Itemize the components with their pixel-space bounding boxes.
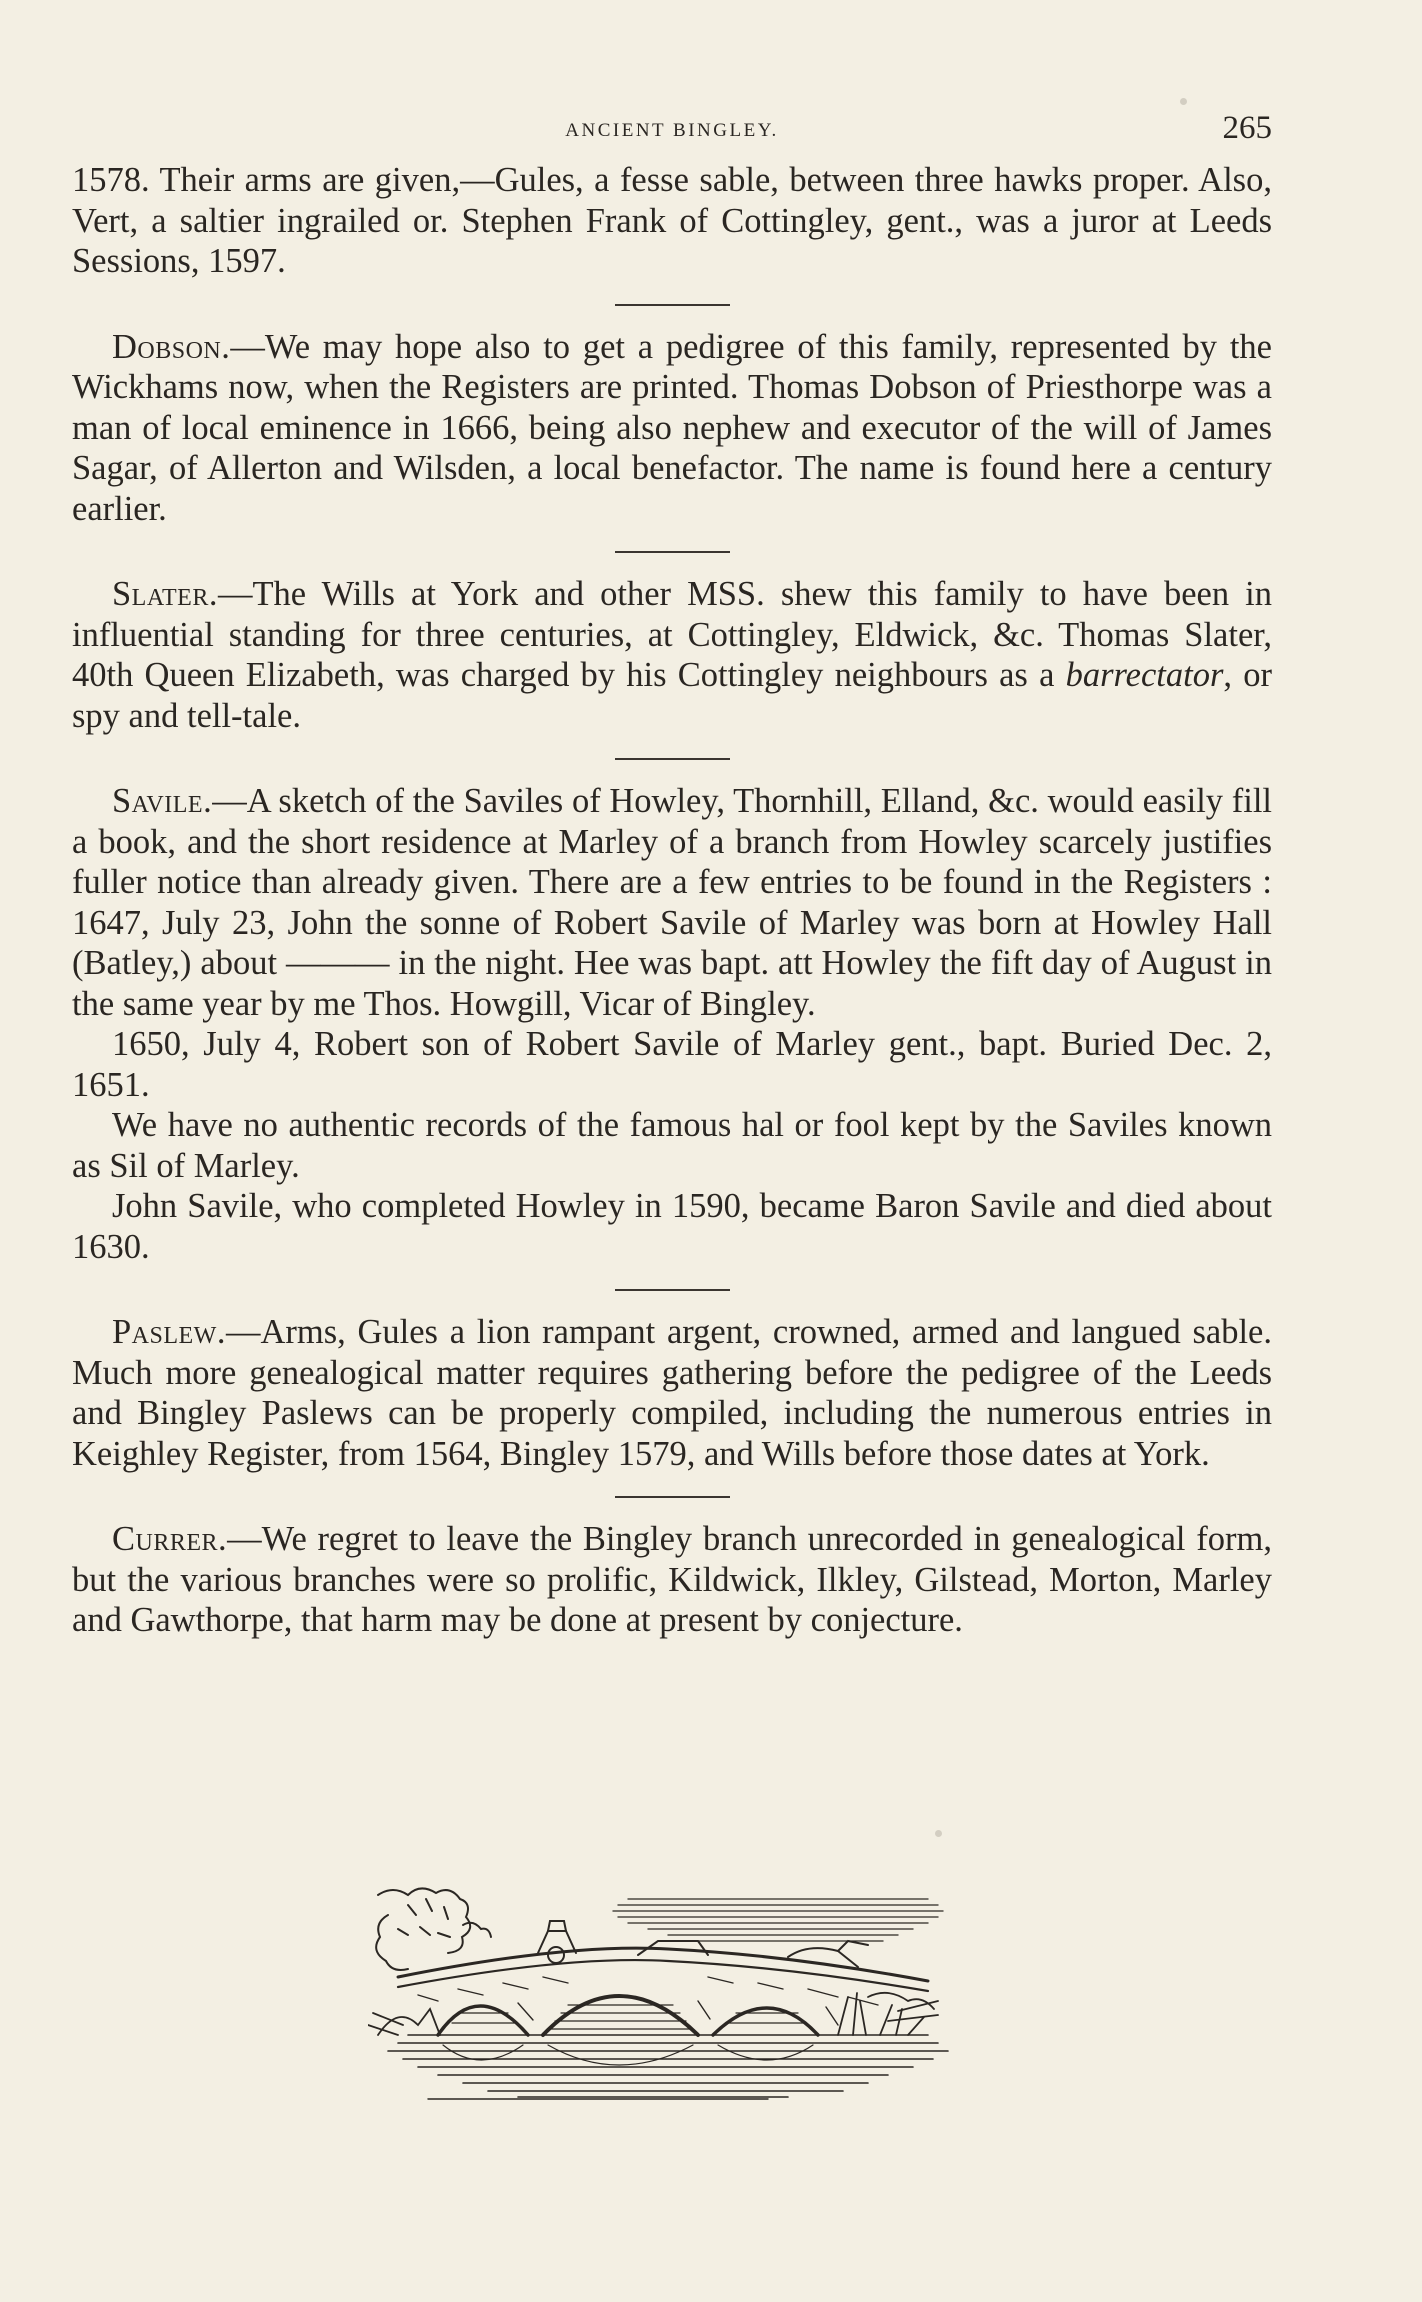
section-divider [615, 758, 730, 760]
dobson-text: —We may hope also to get a pedigree of this family, represented by the Wickhams now, when the Registers are printed. Thomas Dobson of Priesthorpe was a man of local eminence in 1666, being also nephew and executor of the will of James Sagar, of Allerton and Wilsden, a local benefactor. The name is found here a century earlier. [72, 327, 1272, 528]
section-name-savile: Savile. [112, 782, 213, 820]
section-name-slater: Slater. [112, 575, 218, 613]
section-divider [615, 551, 730, 553]
savile-paragraph [72, 781, 1272, 1024]
slater-italic-term: barrectator [1065, 656, 1224, 694]
section-name-dobson: Dobson. [112, 327, 231, 366]
section-name-paslew: Paslew. [112, 1313, 226, 1351]
bridge-engraving-vignette [368, 1885, 968, 2100]
intro-paragraph: 1578. Their arms are given,—Gules, a fesse sable, between three hawks proper. Also, Vert, a saltier ingrailed or. Stephen Frank of Cottingley, gent., was a juror at Leeds Sessions, 1597. [72, 161, 1272, 280]
savile-text-end: in the night. Hee was bapt. att Howley the fift day of August in the same year by me Thos. Howgill, Vicar of Bingley. [72, 944, 1272, 1023]
section-divider [615, 304, 730, 306]
savile-text: —A sketch of the Saviles of Howley, Thornhill, Elland, &c. would easily fill a book, and the short residence at Marley of a branch from Howley scarcely justifies fuller notice than already given. There are a few entries to be found in the Registers : 1647, July 23, John the sonne of Robert Savile of Marley was born at Howley Hall (Batley,) about [72, 782, 1272, 982]
slater-text: —The Wills at York and other MSS. shew this family to have been in influential standing for three centuries, at Cottingley, Eldwick, &c. Thomas Slater, 40th Queen Elizabeth, was charged by his Cottingley neighbours as a [72, 575, 1272, 694]
section-divider [615, 1496, 730, 1498]
slater-paragraph [72, 574, 1272, 736]
dobson-paragraph [72, 327, 1272, 530]
paslew-text: —Arms, Gules a lion rampant argent, crowned, armed and langued sable. Much more genealogical matter requires gathering before the pedigree of the Leeds and Bingley Paslews can be properly compiled, including the numerous entries in Keighley Register, from 1564, Bingley 1579, and Wills before those dates at York. [72, 1313, 1272, 1473]
running-head: ANCIENT BINGLEY. [565, 120, 779, 141]
section-name-currer: Currer. [112, 1520, 228, 1558]
currer-paragraph [72, 1519, 1272, 1641]
savile-paragraph-4: John Savile, who completed Howley in 1590, became Baron Savile and died about 1630. [72, 1187, 1272, 1266]
paper-speck [1180, 98, 1187, 105]
paslew-paragraph [72, 1312, 1272, 1474]
savile-paragraph-2: 1650, July 4, Robert son of Robert Savile of Marley gent., bapt. Buried Dec. 2, 1651. [72, 1025, 1272, 1104]
page-header [72, 110, 1272, 160]
paper-speck [935, 1830, 942, 1837]
page-number: 265 [1222, 110, 1272, 146]
savile-blank-dash: ——— [286, 944, 390, 982]
savile-paragraph-3: We have no authentic records of the famous hal or fool kept by the Saviles known as Sil of Marley. [72, 1106, 1272, 1185]
slater-text-end: , or spy and tell-tale. [72, 656, 1272, 735]
section-divider [615, 1289, 730, 1291]
book-page [72, 110, 1272, 1641]
currer-text: —We regret to leave the Bingley branch unrecorded in genealogical form, but the various branches were so prolific, Kildwick, Ilkley, Gilstead, Morton, Marley and Gawthorpe, that harm may be done at present by conjecture. [72, 1520, 1272, 1639]
